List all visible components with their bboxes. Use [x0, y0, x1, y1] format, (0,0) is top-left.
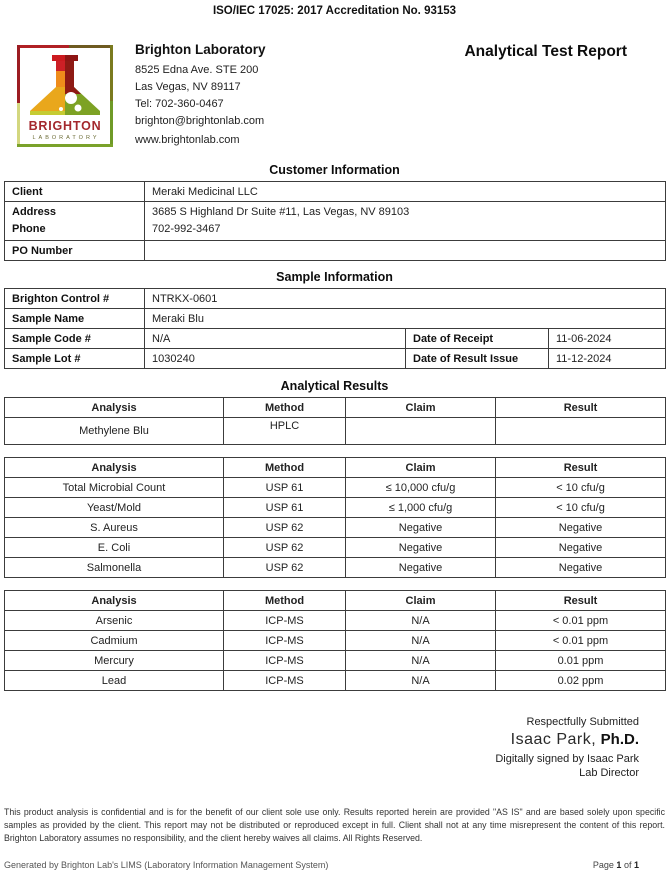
result-cell: Negative — [346, 558, 496, 578]
company-email: brighton@brightonlab.com — [135, 115, 265, 127]
column-header-method: Method — [224, 398, 346, 418]
result-cell: N/A — [346, 651, 496, 671]
flask-bubble-large — [65, 92, 77, 104]
result-cell: Negative — [496, 558, 666, 578]
date-of-result-issue-value: 11-12-2024 — [549, 349, 666, 369]
result-cell: Yeast/Mold — [5, 498, 224, 518]
table-row — [5, 558, 666, 578]
customer-po-number-label: PO Number — [5, 241, 145, 261]
sample-control-label: Brighton Control # — [5, 289, 145, 309]
table-row — [5, 671, 666, 691]
customer-address-phone-value — [145, 202, 666, 241]
result-cell: Lead — [5, 671, 224, 691]
customer-address-phone-label — [5, 202, 145, 241]
company-website: www.brightonlab.com — [135, 134, 240, 146]
lims-generated-text: Generated by Brighton Lab's LIMS (Laboratory Information Management System) — [4, 860, 329, 870]
flask-bubble-small — [59, 107, 63, 111]
accreditation-line: ISO/IEC 17025: 2017 Accreditation No. 93153 — [212, 5, 457, 17]
column-header-analysis: Analysis — [5, 458, 224, 478]
date-of-result-issue-label: Date of Result Issue — [406, 349, 549, 369]
page-number — [593, 860, 639, 870]
customer-information-table — [4, 181, 666, 261]
table-header-row — [5, 458, 666, 478]
column-header-claim: Claim — [346, 398, 496, 418]
company-info-block — [135, 41, 266, 149]
logo-frame-right-lower — [110, 101, 113, 147]
sample-lot-label: Sample Lot # — [5, 349, 145, 369]
sample-code-label: Sample Code # — [5, 329, 145, 349]
column-header-method: Method — [224, 458, 346, 478]
sample-name-value: Meraki Blu — [145, 309, 666, 329]
table-row — [5, 418, 666, 445]
result-cell: S. Aureus — [5, 518, 224, 538]
flask-lip-left — [52, 55, 65, 61]
result-cell: N/A — [346, 611, 496, 631]
company-address-line1: 8525 Edna Ave. STE 200 — [135, 64, 259, 76]
table-row — [5, 202, 666, 241]
result-cell: Mercury — [5, 651, 224, 671]
signatory-credential: Ph.D. — [600, 731, 639, 748]
company-address-line2: Las Vegas, NV 89117 — [135, 81, 241, 93]
table-row — [5, 329, 666, 349]
flask-body-left — [30, 87, 65, 115]
customer-information-title: Customer Information — [269, 163, 400, 177]
result-cell: Arsenic — [5, 611, 224, 631]
flask-neck-right — [65, 61, 74, 87]
flask-neck-left-top — [56, 61, 65, 71]
sample-information-table — [4, 288, 666, 369]
column-header-result: Result — [496, 458, 666, 478]
result-cell: Negative — [346, 538, 496, 558]
table-row — [5, 651, 666, 671]
result-cell: 0.02 ppm — [496, 671, 666, 691]
table-row — [5, 611, 666, 631]
company-phone: Tel: 702-360-0467 — [135, 98, 224, 110]
result-cell: USP 62 — [224, 518, 346, 538]
customer-client-value: Meraki Medicinal LLC — [145, 182, 666, 202]
report-title: Analytical Test Report — [464, 43, 627, 60]
logo-frame-top-left — [17, 45, 69, 48]
flask-neck-left — [56, 71, 65, 87]
result-cell: ICP-MS — [224, 611, 346, 631]
result-cell: < 10 cfu/g — [496, 498, 666, 518]
logo-frame-top-right — [69, 45, 113, 48]
result-cell: Methylene Blu — [5, 418, 224, 445]
result-cell — [346, 418, 496, 445]
results-table-heavy-metals — [4, 590, 666, 691]
table-row — [5, 309, 666, 329]
company-name: Brighton Laboratory — [135, 42, 266, 57]
column-header-analysis: Analysis — [5, 591, 224, 611]
page-current: 1 — [616, 860, 622, 870]
table-row — [5, 182, 666, 202]
signatory-role: Lab Director — [579, 767, 639, 779]
page-of-word: of — [623, 860, 632, 870]
result-cell: USP 61 — [224, 498, 346, 518]
respectfully-submitted-text: Respectfully Submitted — [526, 716, 639, 728]
flask-lip-right — [65, 55, 78, 61]
sample-information-title: Sample Information — [276, 270, 393, 284]
table-header-row — [5, 591, 666, 611]
result-cell: Negative — [496, 538, 666, 558]
customer-po-number-value — [145, 241, 666, 261]
customer-address-value: 3685 S Highland Dr Suite #11, Las Vegas, NV 89103 — [152, 206, 410, 218]
table-row — [5, 631, 666, 651]
result-cell: Negative — [496, 518, 666, 538]
result-cell: Negative — [346, 518, 496, 538]
table-row — [5, 349, 666, 369]
analytical-results-title: Analytical Results — [280, 379, 389, 393]
customer-client-label: Client — [5, 182, 145, 202]
result-cell: E. Coli — [5, 538, 224, 558]
signature-block — [495, 716, 639, 779]
result-cell: USP 61 — [224, 478, 346, 498]
flask-bubble-medium — [75, 105, 82, 112]
table-header-row — [5, 398, 666, 418]
column-header-result: Result — [496, 398, 666, 418]
sample-name-label: Sample Name — [5, 309, 145, 329]
result-cell: ICP-MS — [224, 631, 346, 651]
result-cell: HPLC — [224, 418, 346, 445]
sample-code-value: N/A — [145, 329, 406, 349]
logo-frame-right-upper — [110, 45, 113, 101]
result-cell: ICP-MS — [224, 671, 346, 691]
result-cell: Cadmium — [5, 631, 224, 651]
column-header-analysis: Analysis — [5, 398, 224, 418]
result-cell: < 0.01 ppm — [496, 631, 666, 651]
table-row — [5, 478, 666, 498]
flask-body-base-left — [30, 111, 65, 115]
brighton-laboratory-logo — [14, 41, 116, 151]
result-cell: ≤ 1,000 cfu/g — [346, 498, 496, 518]
sample-lot-value: 1030240 — [145, 349, 406, 369]
result-cell: 0.01 ppm — [496, 651, 666, 671]
customer-phone-label: Phone — [12, 223, 46, 235]
logo-wordmark-sub: LABORATORY — [32, 135, 100, 141]
date-of-receipt-value: 11-06-2024 — [549, 329, 666, 349]
result-cell: N/A — [346, 671, 496, 691]
result-cell: Total Microbial Count — [5, 478, 224, 498]
digital-signature-note: Digitally signed by Isaac Park — [495, 753, 639, 765]
logo-wordmark: BRIGHTON — [28, 119, 102, 133]
disclaimer-text: This product analysis is confidential and is for the benefit of our client sole use only. Results reported herein are provided "AS IS" and are based solely upon specific samples as provided by the client. This report may not be distributed or reproduced except in full. Client shall not at any time misrepresent the content of this report. Brighton Laboratory assumes no responsibility, and the client hereby waives all claims. All Rights Reserved. — [4, 807, 665, 843]
customer-address-label: Address — [12, 206, 57, 218]
page-word: Page — [592, 860, 614, 870]
table-row — [5, 498, 666, 518]
customer-phone-value: 702-992-3467 — [152, 223, 221, 235]
column-header-method: Method — [224, 591, 346, 611]
page-total: 1 — [633, 860, 639, 870]
report-header — [0, 39, 669, 153]
result-cell: USP 62 — [224, 538, 346, 558]
page-footer — [4, 860, 639, 870]
date-of-receipt-label: Date of Receipt — [406, 329, 549, 349]
table-row — [5, 518, 666, 538]
column-header-claim: Claim — [346, 458, 496, 478]
result-cell: ≤ 10,000 cfu/g — [346, 478, 496, 498]
results-table-microbial — [4, 457, 666, 578]
logo-frame-left-upper — [17, 45, 20, 103]
table-row — [5, 289, 666, 309]
column-header-result: Result — [496, 591, 666, 611]
results-table-identity — [4, 397, 666, 445]
result-cell: ICP-MS — [224, 651, 346, 671]
result-cell: < 0.01 ppm — [496, 611, 666, 631]
column-header-claim: Claim — [346, 591, 496, 611]
result-cell: USP 62 — [224, 558, 346, 578]
result-cell: N/A — [346, 631, 496, 651]
sample-control-value: NTRKX-0601 — [145, 289, 666, 309]
signatory-name-line — [495, 731, 639, 749]
result-cell — [496, 418, 666, 445]
logo-frame-bottom — [17, 144, 113, 147]
result-cell: Salmonella — [5, 558, 224, 578]
signatory-name: Isaac Park, — [510, 731, 597, 748]
result-cell: < 10 cfu/g — [496, 478, 666, 498]
table-row — [5, 538, 666, 558]
table-row — [5, 241, 666, 261]
logo-frame-left-lower — [17, 103, 20, 147]
